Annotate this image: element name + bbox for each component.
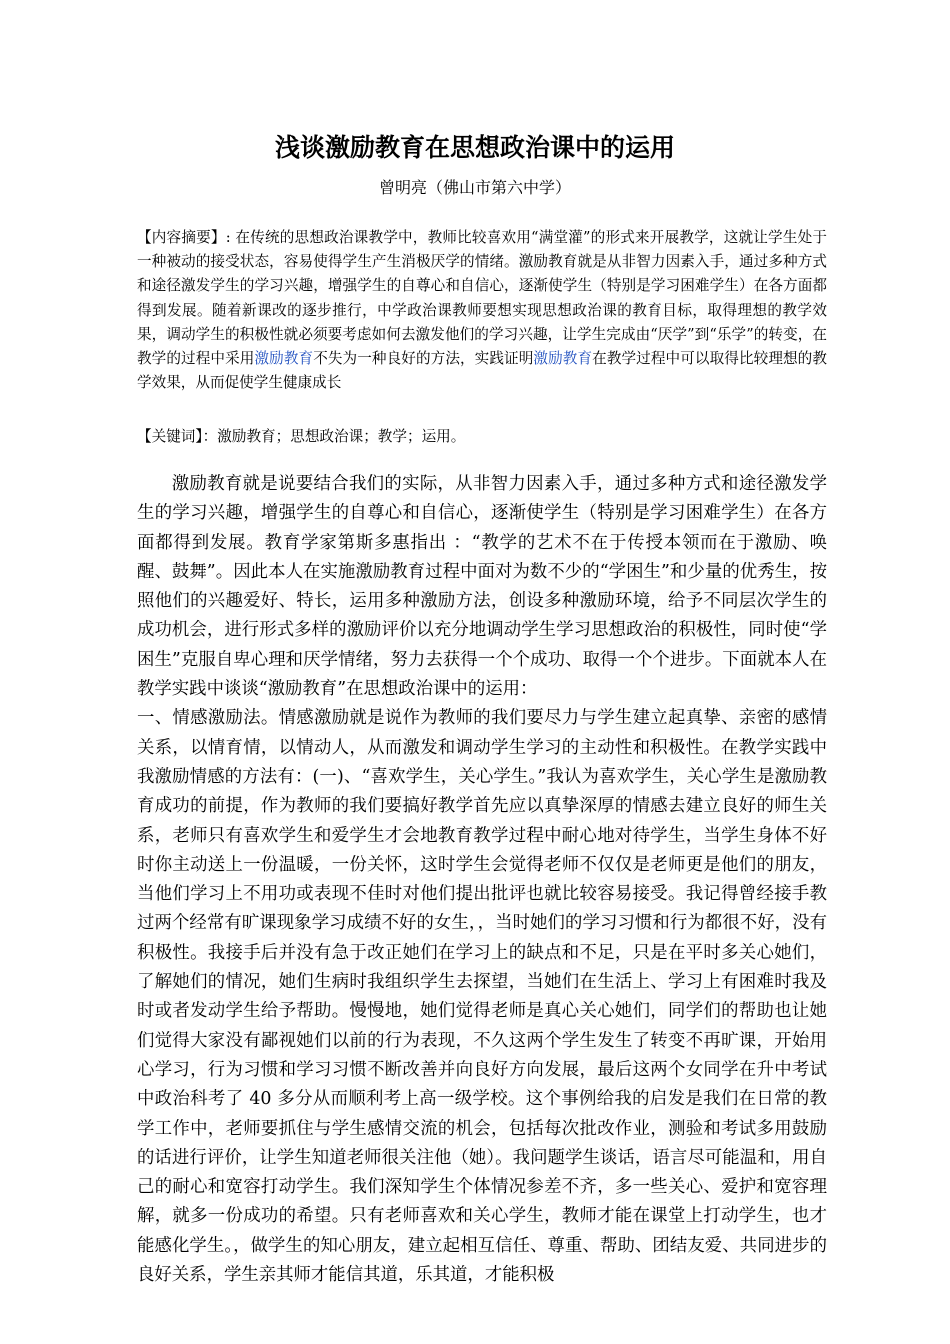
document-title: 浅谈激励教育在思想政治课中的运用: [274, 133, 675, 162]
abstract-text-1: : 在传统的思想政治课教学中，教师比较喜欢用“满堂灌”的形式来开展教学，这就让学生处于一种被动的接受状态，容易使得学生产生消极厌学的情绪。激励教育就是从非智力因素入手，通过多种方式和途径激发学生的学习兴趣，增强学生的自尊心和自信心，逐渐使学生（特别是学习困难学生）在各方面都得到发展。随着新课改的逐步推行，中学政治课教师要想实现思想政治课的教育目标，取得理想的教学效果，调动学生的积极性就必须要考虑如何去激发他们的学习兴趣，让学生完成由“厌学”到“乐学”的转变，在教学的过程中采用: [137, 229, 827, 368]
body-paragraph-intro: 激励教育就是说要结合我们的实际，从非智力因素入手，通过多种方式和途径激发学生的学习兴趣，增强学生的自尊心和自信心，逐渐使学生（特别是学习困难学生）在各方面都得到发展。教育学家第斯多惠指出 ：“教学的艺术不在于传授本领而在于激励、唤醒、鼓舞”。因此本人在实施激励教育过程中面对为数不少的“学困生”和少量的优秀生，按照他们的兴趣爱好、特长，运用多种激励方法，创设多种激励环境，给予不同层次学生的成功机会，进行形式多样的激励评价以充分地调动学生学习思想政治的积极性，同时使“学困生”克服自卑心理和厌学情绪，努力去获得一个个成功、取得一个个进步。下面就本人在教学实践中谈谈“激励教育”在思想政治课中的运用：: [137, 474, 827, 700]
abstract-link-incentive-education-2[interactable]: 激励教育: [533, 350, 593, 368]
keywords: 【关键词】：激励教育；思想政治课；教学；运用。: [137, 428, 466, 445]
abstract: [137, 226, 827, 395]
abstract-label: 【内容摘要】: [137, 229, 226, 246]
abstract-text-3: 在教学过程中可以取得比较理想的教学效果，从而促使学生健康成长: [137, 350, 827, 392]
abstract-link-incentive-education-1[interactable]: 激励教育: [254, 350, 314, 368]
body-text: [137, 470, 827, 1290]
abstract-text-2: 不失为一种良好的方法，实践证明: [313, 350, 534, 368]
document-author: 曾明亮（佛山市第六中学）: [378, 178, 571, 197]
body-paragraph-emotional-incentive: 一、情感激励法。情感激励就是说作为教师的我们要尽力与学生建立起真挚、亲密的感情关系，以情育情，以情动人，从而激发和调动学生学习的主动性和积极性。在教学实践中我激励情感的方法有：(一)、“喜欢学生，关心学生。”我认为喜欢学生，关心学生是激励教育成功的前提，作为教师的我们要搞好教学首先应以真挚深厚的情感去建立良好的师生关系，老师只有喜欢学生和爱学生才会地教育教学过程中耐心地对待学生，当学生身体不好时你主动送上一份温暖，一份关怀，这时学生会觉得老师不仅仅是老师更是他们的朋友，当他们学习上不用功或表现不佳时对他们提出批评也就比较容易接受。我记得曾经接手教过两个经常有旷课现象学习成绩不好的女生，，当时她们的学习习惯和行为都很不好，没有积极性。我接手后并没有急于改正她们在学习上的缺点和不足，只是在平时多关心她们，了解她们的情况，她们生病时我组织学生去探望，当她们在生活上、学习上有困难时我及时或者发动学生给予帮助。慢慢地，她们觉得老师是真心关心她们，同学们的帮助也让她们觉得大家没有鄙视她们以前的行为表现，不久这两个学生发生了转变不再旷课，开始用心学习，行为习惯和学习习惯不断改善并向良好方向发展，最后这两个女同学在升中考试中政治科考了 40 多分从而顺利考上高一级学校。这个事例给我的启发是我们在日常的教学工作中，老师要抓住与学生感情交流的机会，包括每次批改作业，测验和考试多用鼓励的话进行评价，让学生知道老师很关注他（她）。我问题学生谈话，语言尽可能温和，用自己的耐心和宽容打动学生。我们深知学生个体情况参差不齐，多一些关心、爱护和宽容理解，就多一份成功的希望。只有老师喜欢和关心学生，教师才能在课堂上打动学生，也才能感化学生。，做学生的知心朋友，建立起相互信任、尊重、帮助、团结友爱、共同进步的良好关系，学生亲其师才能信其道，乐其道，才能积极: [137, 708, 827, 1286]
